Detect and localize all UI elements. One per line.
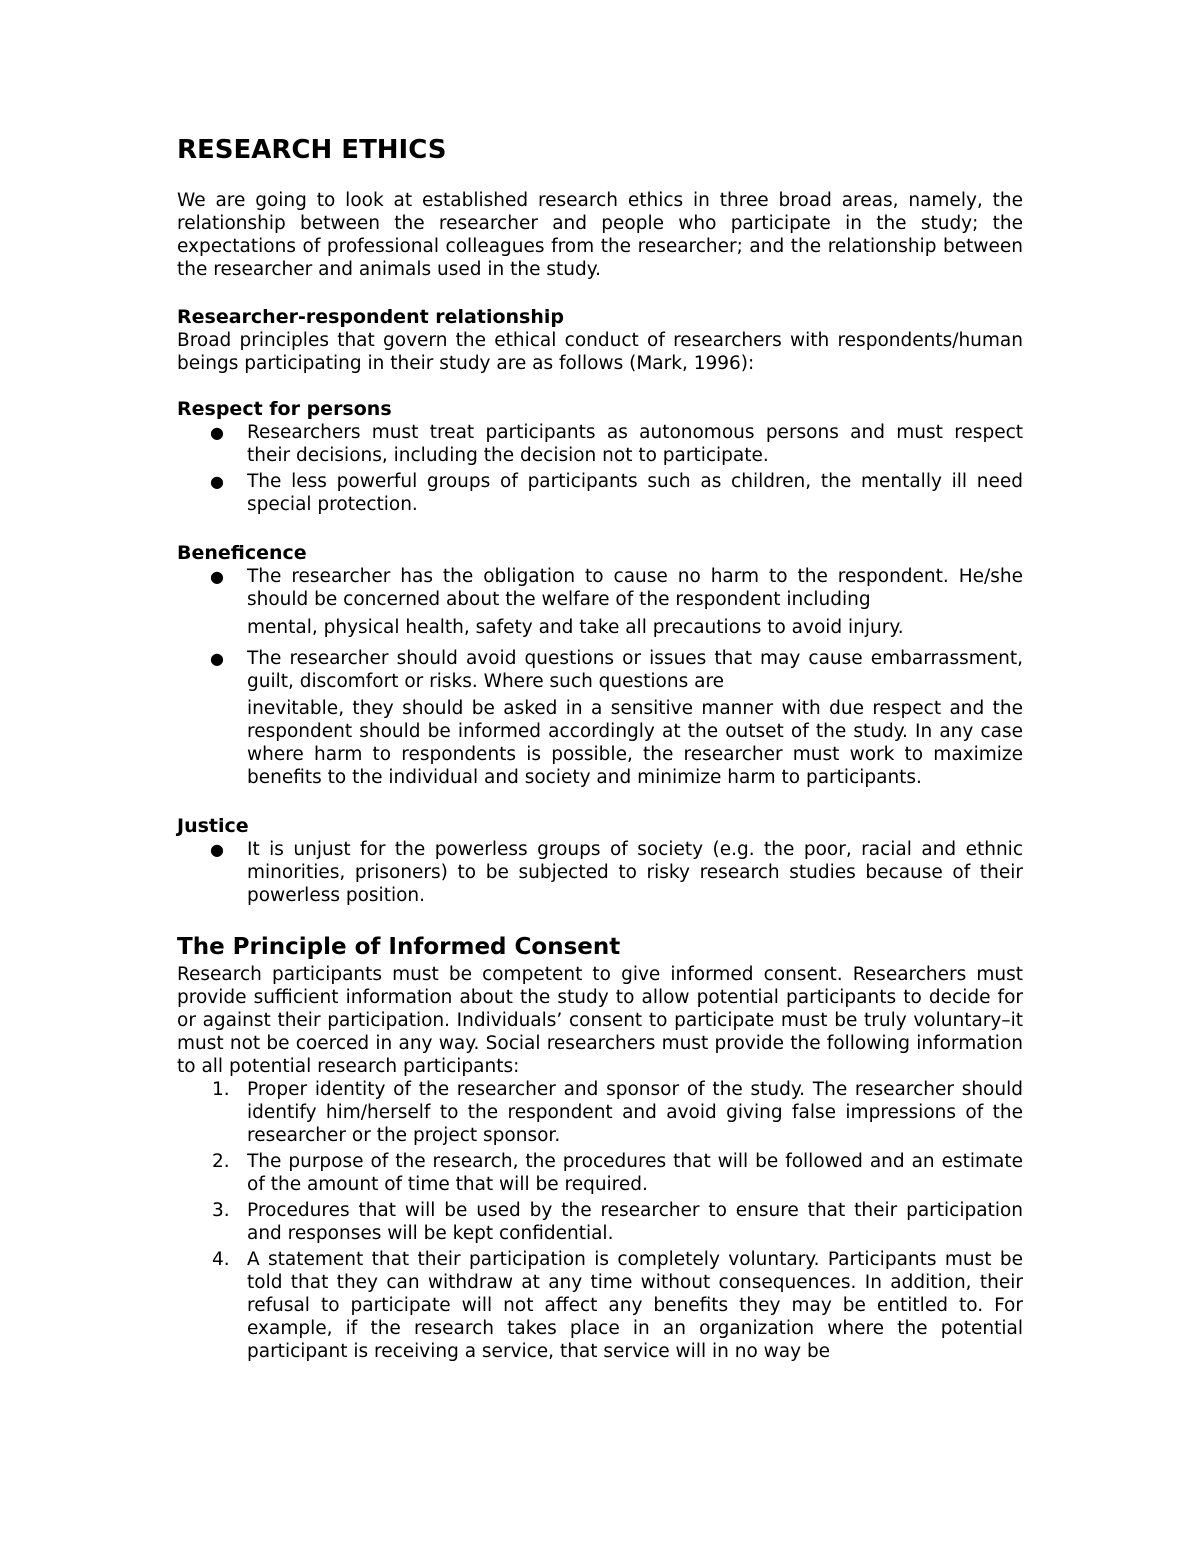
list-item-text: A statement that their participation is completely voluntary. Participants must be told that they can withdraw at any time without consequences. In addition, their refusal to participate will not affect any benefits they may be entitled to. For example, if the research takes place in an organization where the potential participant is receiving a service, that service will in no way be [247, 1249, 1023, 1362]
list-item-text: The less powerful groups of participants such as children, the mentally ill need special protection. [247, 471, 1023, 515]
bullet-icon: ● [210, 472, 224, 491]
informed-consent-heading: The Principle of Informed Consent [177, 934, 621, 960]
respect-heading: Respect for persons [177, 398, 392, 420]
list-item [177, 1078, 1023, 1147]
list-item-text: The purpose of the research, the procedures that will be followed and an estimate of the amount of time that will be required. [247, 1151, 1023, 1195]
informed-consent-paragraph: Research participants must be competent to give informed consent. Researchers must provide sufficient information about the study to allow potential participants to decide for or against their participation. Individuals’ consent to participate must be truly voluntary–it must not be coerced in any way. Social researchers must provide the following information to all potential research participants: [177, 964, 1023, 1077]
beneficence-list [177, 565, 1023, 789]
list-item-text-continued: inevitable, they should be asked in a sensitive manner with due respect and the respondent should be informed accordingly at the outset of the study. In any case where harm to respondents is possible, the researcher must work to maximize benefits to the individual and society and minimize harm to participants. [247, 698, 1023, 788]
respect-list [177, 421, 1023, 516]
list-item-number: 2. [212, 1151, 230, 1172]
justice-heading: Justice [177, 815, 249, 837]
list-item [177, 565, 1023, 644]
list-item-text-continued: mental, physical health, safety and take all precautions to avoid injury. [247, 617, 904, 638]
list-item-text: It is unjust for the powerless groups of society (e.g. the poor, racial and ethnic minorities, prisoners) to be subjected to risky research studies because of their powerless position. [247, 839, 1023, 906]
list-item-number: 1. [212, 1079, 230, 1100]
document-title: RESEARCH ETHICS [177, 135, 447, 165]
list-item [177, 1248, 1023, 1363]
list-item [177, 838, 1023, 907]
informed-consent-list [177, 1078, 1023, 1363]
list-item [177, 470, 1023, 516]
list-item-text: The researcher has the obligation to cause no harm to the respondent. He/she should be concerned about the welfare of the respondent including [247, 566, 1023, 610]
document-page [177, 132, 1023, 1366]
intro-paragraph: We are going to look at established research ethics in three broad areas, namely, the relationship between the researcher and people who participate in the study; the expectations of professional colleagues from the researcher; and the relationship between the researcher and animals used in the study. [177, 190, 1023, 280]
list-item [177, 421, 1023, 467]
list-item-text: Proper identity of the researcher and sponsor of the study. The researcher should identify him/herself to the respondent and avoid giving false impressions of the researcher or the project sponsor. [247, 1079, 1023, 1146]
list-item [177, 647, 1023, 789]
bullet-icon: ● [210, 649, 224, 668]
researcher-respondent-heading: Researcher-respondent relationship [177, 306, 565, 328]
list-item-text: Procedures that will be used by the researcher to ensure that their participation and responses will be kept confidential. [247, 1200, 1023, 1244]
bullet-icon: ● [210, 567, 224, 586]
bullet-icon: ● [210, 840, 224, 859]
list-item-number: 3. [212, 1200, 230, 1221]
list-item-number: 4. [212, 1249, 230, 1270]
justice-list [177, 838, 1023, 907]
bullet-icon: ● [210, 423, 224, 442]
researcher-respondent-paragraph: Broad principles that govern the ethical conduct of researchers with respondents/human beings participating in their study are as follows (Mark, 1996): [177, 330, 1023, 374]
list-item [177, 1150, 1023, 1196]
beneficence-heading: Beneficence [177, 542, 307, 564]
list-item-text: Researchers must treat participants as autonomous persons and must respect their decisions, including the decision not to participate. [247, 422, 1023, 466]
list-item-text: The researcher should avoid questions or issues that may cause embarrassment, guilt, discomfort or risks. Where such questions are [247, 648, 1023, 692]
list-item [177, 1199, 1023, 1245]
